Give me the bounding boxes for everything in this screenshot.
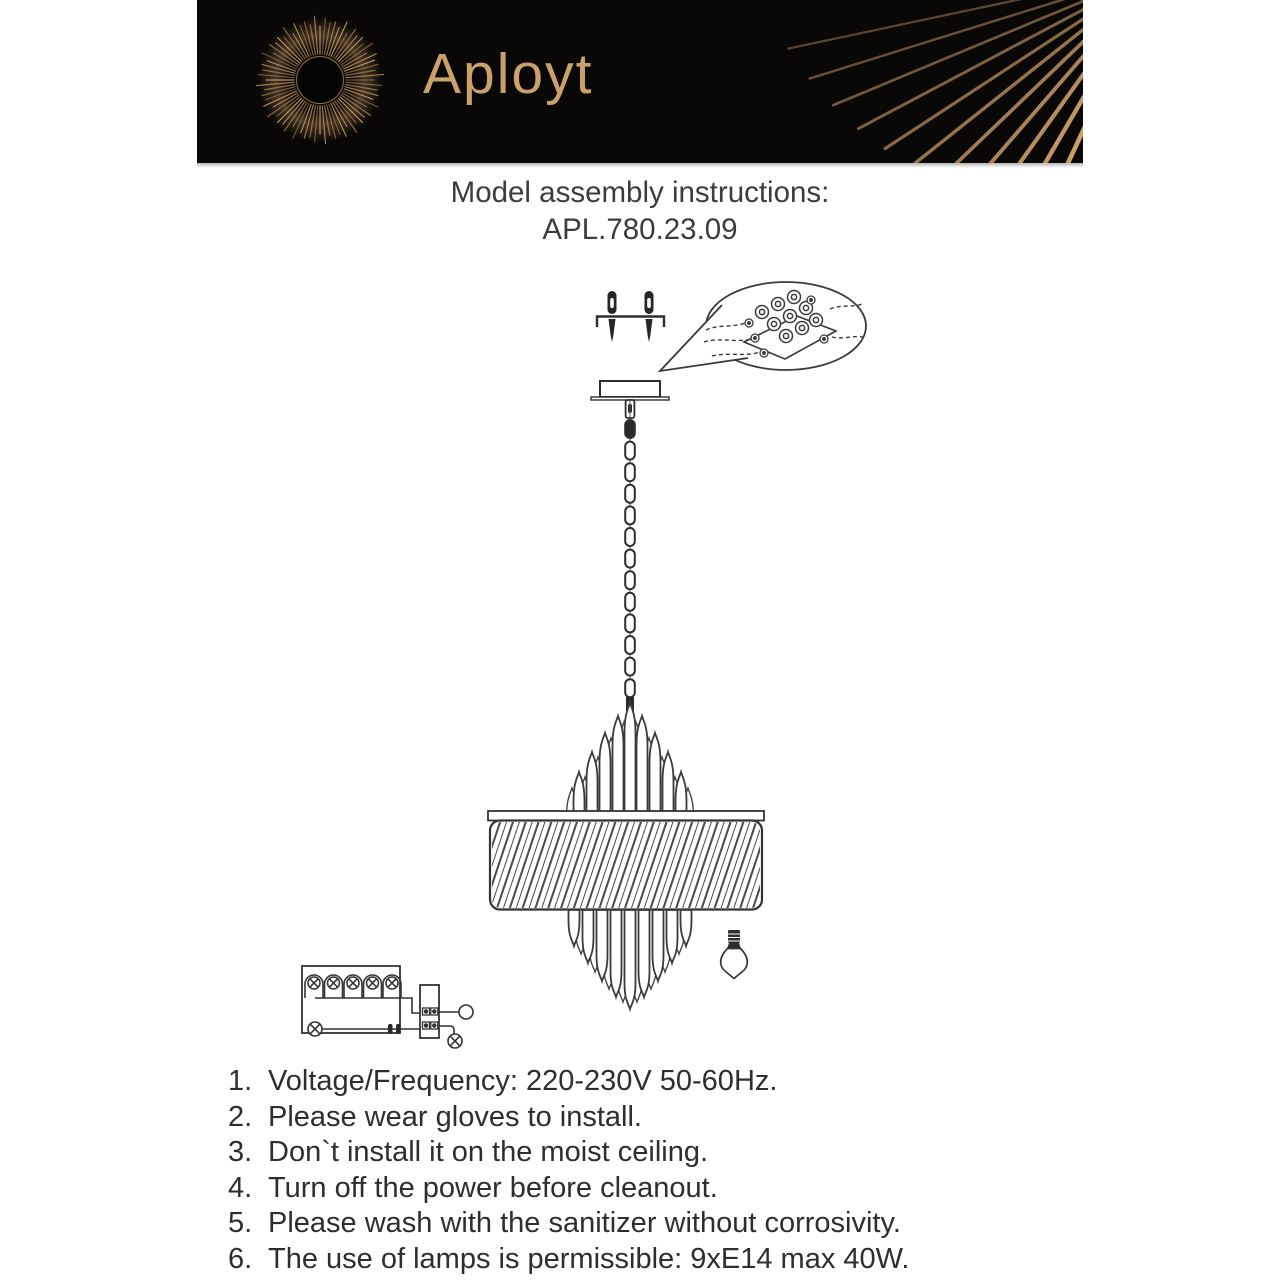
instruction-list — [228, 1064, 1088, 1278]
banner-shadow — [197, 163, 1083, 168]
terminal-barrels — [756, 291, 823, 343]
terminal-cells — [423, 1008, 438, 1029]
item-text: Voltage/Frequency: 220-230V 50-60Hz. — [268, 1065, 778, 1097]
item-text: Please wash with the sanitizer without corrosivity. — [268, 1207, 901, 1240]
brand-banner — [197, 0, 1083, 163]
candle-bulb-icon — [721, 930, 748, 979]
wires — [704, 304, 866, 356]
item-text: Turn off the power before cleanout. — [268, 1171, 718, 1204]
terminal-screws — [745, 296, 828, 357]
ground-symbol — [459, 1005, 473, 1019]
terminal-block-callout — [660, 282, 866, 371]
item-text: Please wear gloves to install. — [268, 1100, 642, 1133]
instruction-item — [228, 1064, 1088, 1100]
wiring-diagram — [302, 966, 473, 1048]
lamp-symbols — [305, 975, 462, 1048]
shade-drum — [490, 821, 762, 910]
rays-decoration — [788, 0, 1083, 163]
shade-rim — [488, 811, 764, 821]
bottom-crystal-tier — [569, 910, 692, 1009]
item-number: 6. — [228, 1242, 253, 1275]
chain-finial — [626, 697, 634, 711]
instruction-item — [228, 1100, 1088, 1136]
sunburst-center — [297, 57, 343, 103]
terminal-block — [420, 985, 439, 1038]
instruction-item — [228, 1242, 1088, 1278]
item-number: 2. — [228, 1100, 253, 1133]
instruction-item — [228, 1206, 1088, 1242]
title-block — [197, 174, 1083, 248]
item-number: 5. — [228, 1207, 253, 1240]
pleated-shade-texture — [458, 820, 802, 910]
instruction-item — [228, 1171, 1088, 1207]
crystal-chandelier — [458, 703, 802, 1009]
page-title: Model assembly instructions: — [450, 176, 830, 209]
item-number: 3. — [228, 1136, 253, 1169]
item-number: 1. — [228, 1065, 253, 1097]
item-number: 4. — [228, 1171, 253, 1204]
item-text: The use of lamps is permissible: 9xE14 max 40W. — [268, 1242, 910, 1275]
mounting-screws-icon — [597, 291, 664, 342]
item-text: Don`t install it on the moist ceiling. — [268, 1136, 709, 1169]
brand-name: Aployt — [423, 42, 594, 106]
instruction-item — [228, 1135, 1088, 1171]
suspension-chain — [625, 400, 635, 703]
ceiling-canopy — [591, 381, 669, 418]
model-number: APL.780.23.09 — [542, 213, 738, 246]
banner-decoration — [197, 0, 1083, 163]
top-crystal-tier — [567, 703, 694, 818]
